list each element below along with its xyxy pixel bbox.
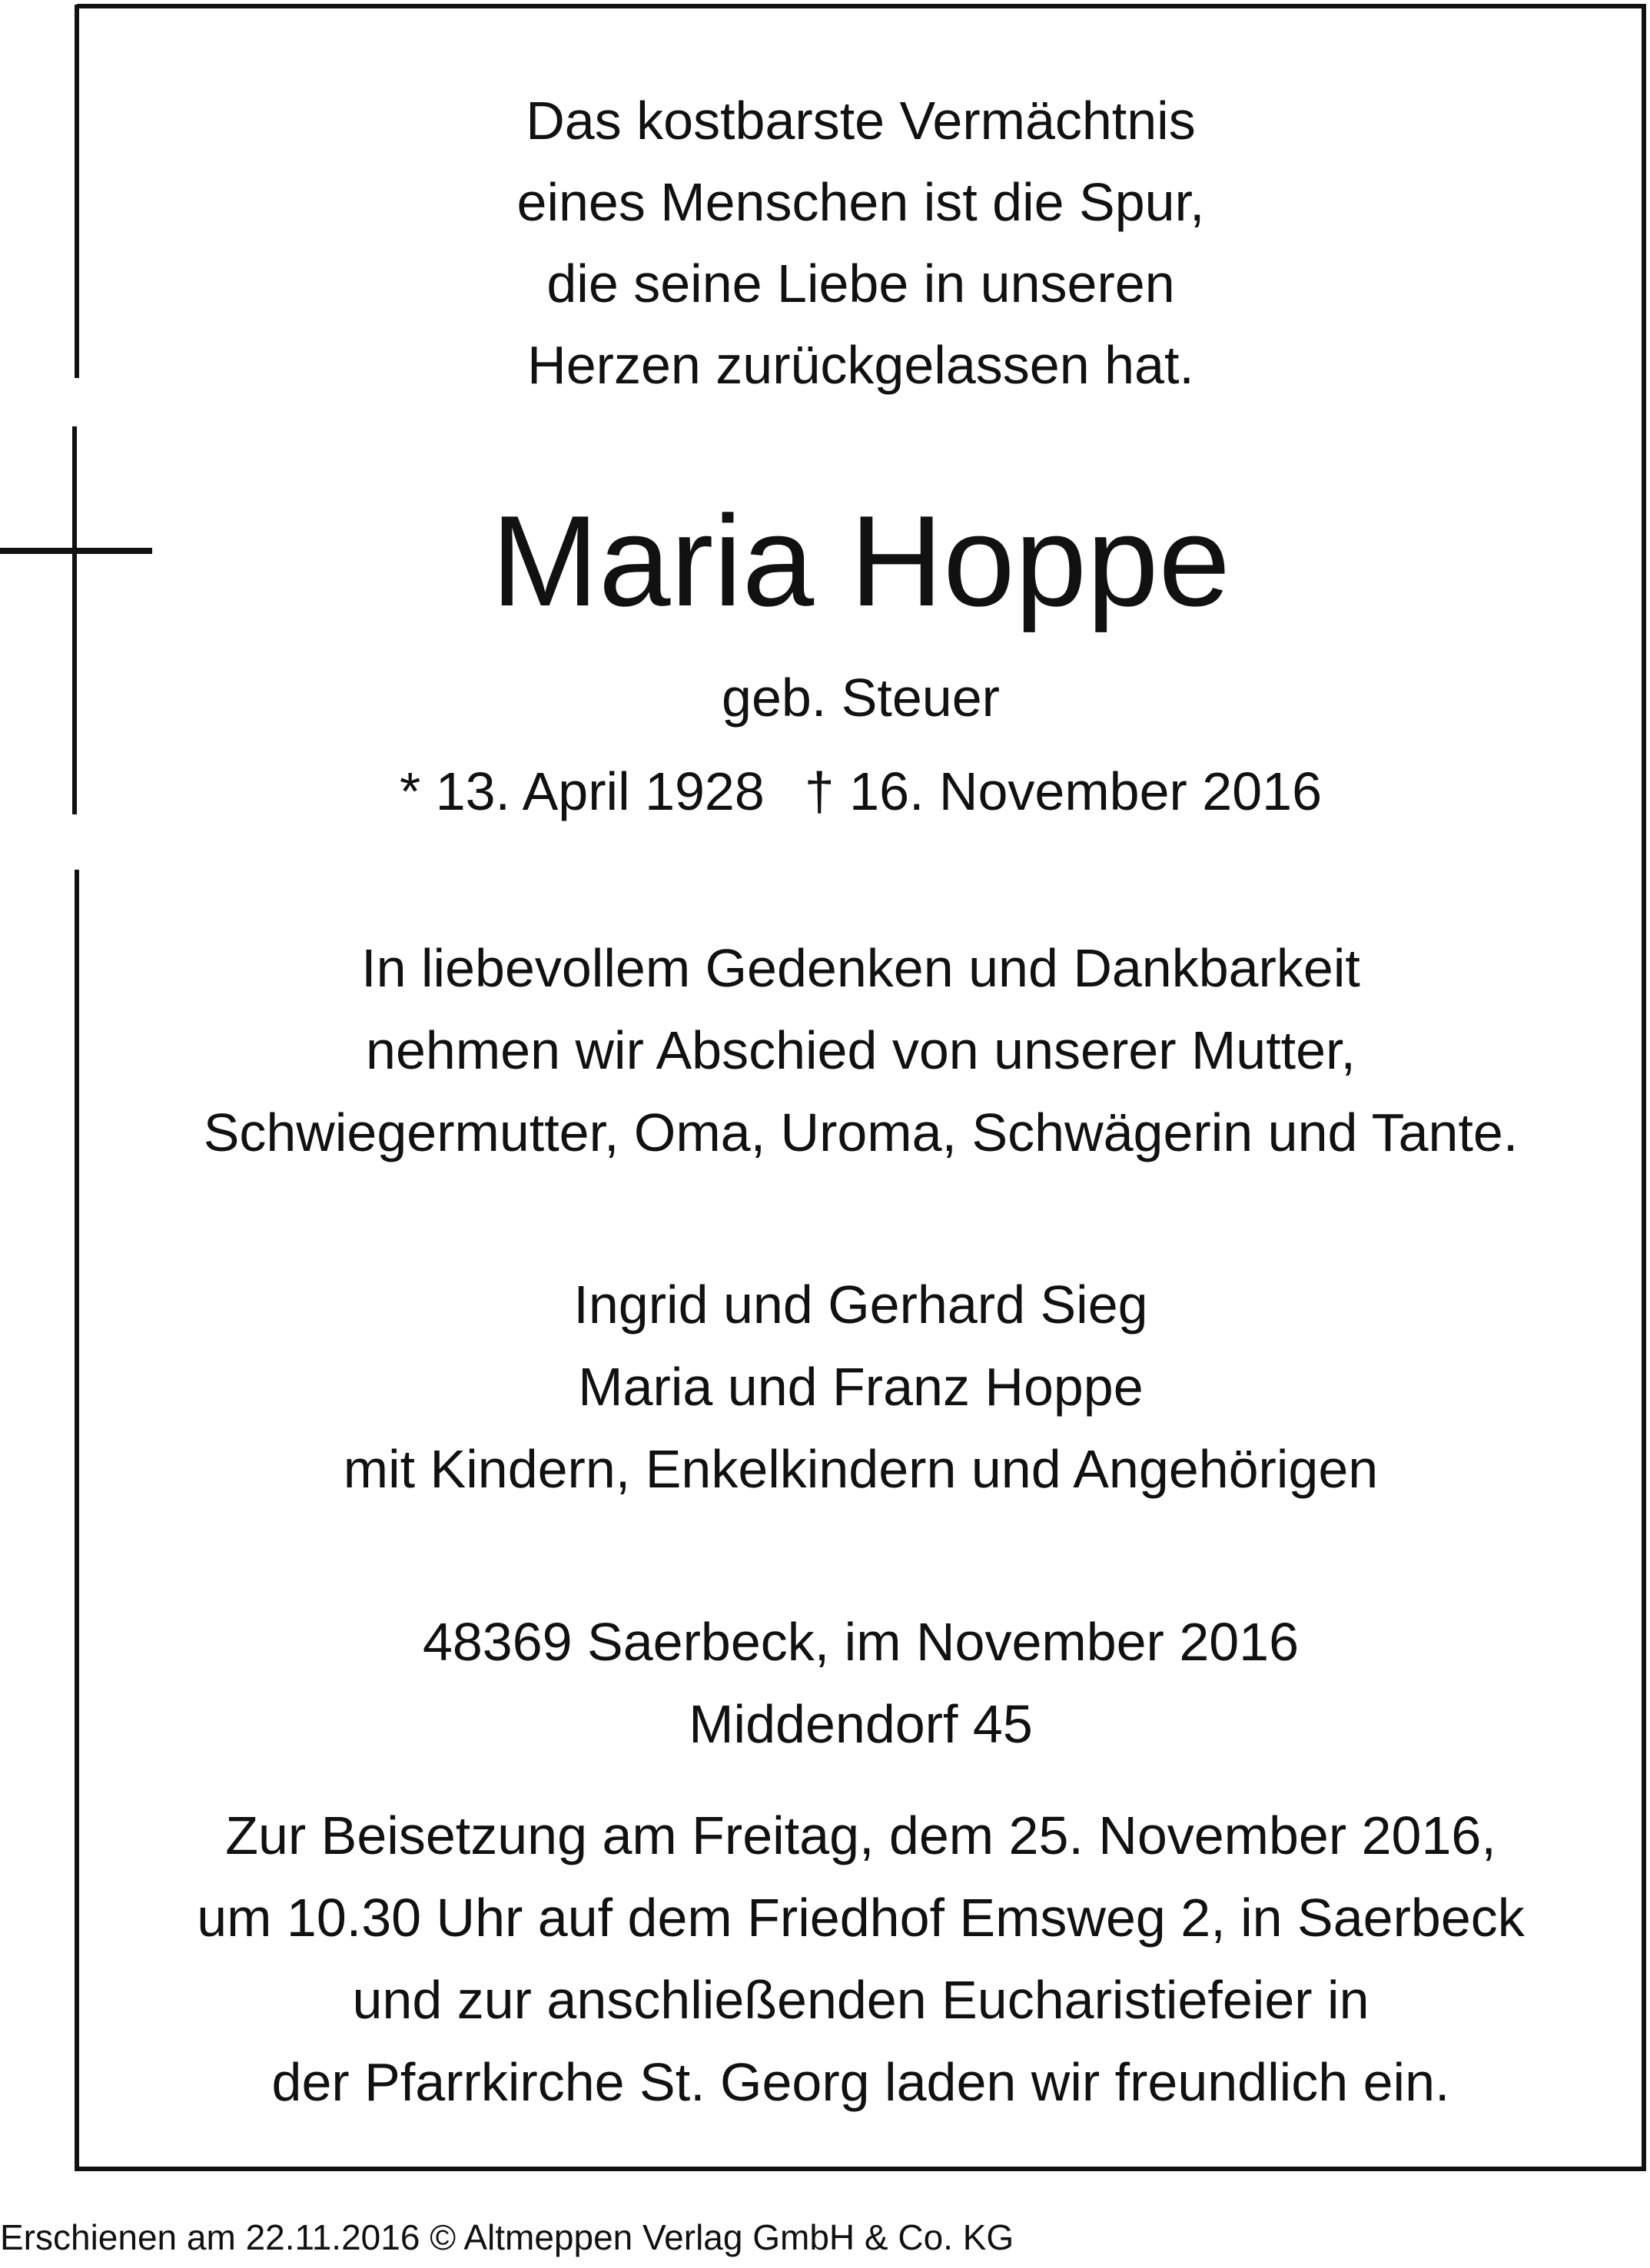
family-line: Maria und Franz Hoppe xyxy=(578,1357,1144,1417)
funeral-invitation xyxy=(77,1795,1645,2124)
quote-line: Das kostbarste Vermächtnis xyxy=(526,91,1196,151)
birth-name: geb. Steuer xyxy=(722,668,1000,728)
address-line: 48369 Saerbeck, im November 2016 xyxy=(422,1612,1300,1672)
death-date: † 16. November 2016 xyxy=(804,761,1322,821)
family-line: mit Kindern, Enkelkindern und Angehörigen xyxy=(343,1439,1379,1499)
life-dates xyxy=(77,753,1645,830)
publication-footer: Erschienen am 22.11.2016 © Altmeppen Verlag GmbH & Co. KG xyxy=(0,2217,1014,2257)
dedication-line: Schwiegermutter, Oma, Uroma, Schwägerin und Tante. xyxy=(203,1102,1519,1162)
address xyxy=(77,1601,1645,1766)
dedication-line: In liebevollem Gedenken und Dankbarkeit xyxy=(361,938,1360,998)
deceased-name: Maria Hoppe xyxy=(491,489,1230,633)
funeral-line: um 10.30 Uhr auf dem Friedhof Emsweg 2, in Saerbeck xyxy=(197,1888,1525,1948)
quote-line: die seine Liebe in unseren xyxy=(546,254,1175,313)
quote xyxy=(77,80,1645,406)
funeral-line: und zur anschließenden Eucharistiefeier in xyxy=(352,1970,1369,2030)
family-line: Ingrid und Gerhard Sieg xyxy=(573,1275,1148,1335)
quote-line: eines Menschen ist die Spur, xyxy=(516,172,1205,232)
dedication-line: nehmen wir Abschied von unserer Mutter, xyxy=(366,1020,1356,1080)
address-line: Middendorf 45 xyxy=(689,1694,1033,1754)
quote-line: Herzen zurückgelassen hat. xyxy=(527,335,1194,395)
birth-date: * 13. April 1928 xyxy=(400,761,765,821)
funeral-line: Zur Beisetzung am Freitag, dem 25. November 2016, xyxy=(225,1805,1496,1865)
family-signatories xyxy=(77,1264,1645,1510)
dedication xyxy=(77,927,1645,1174)
funeral-line: der Pfarrkirche St. Georg laden wir freundlich ein. xyxy=(271,2052,1450,2112)
